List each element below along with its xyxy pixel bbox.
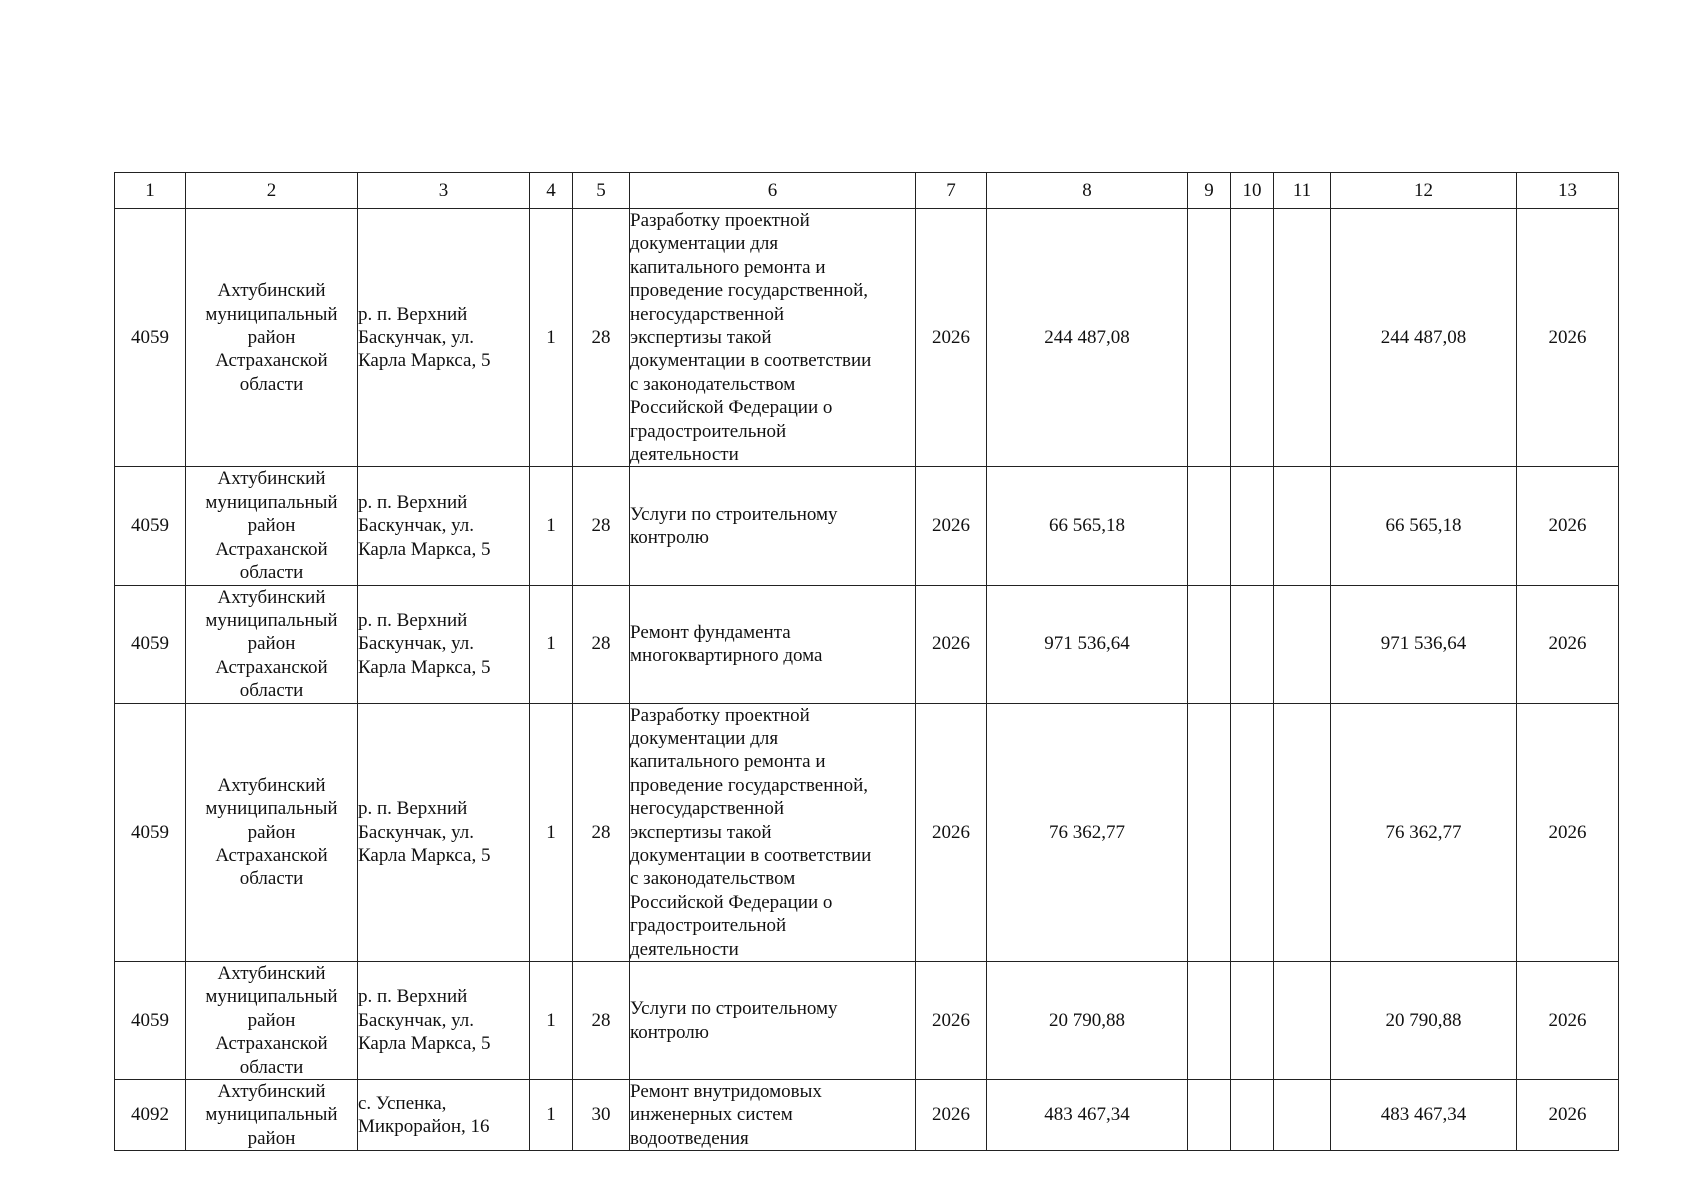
column-header-11: 11 (1274, 173, 1331, 209)
completion-year-cell: 2026 (1517, 467, 1619, 585)
municipality-cell: Ахтубинский муниципальный район Астраханской области (186, 962, 358, 1080)
table-row (115, 467, 1619, 585)
object-code-cell: 4059 (115, 585, 186, 703)
table-row (115, 703, 1619, 961)
funding-cell: 244 487,08 (1331, 209, 1517, 467)
col5-cell: 28 (573, 703, 630, 961)
col5-cell: 30 (573, 1080, 630, 1151)
table-row (115, 962, 1619, 1080)
column-header-5: 5 (573, 173, 630, 209)
col9-cell (1188, 209, 1231, 467)
completion-year-cell: 2026 (1517, 209, 1619, 467)
work-type-cell: Разработку проектной документации для капитального ремонта и проведение государственной, негосударственной экспертизы такой документации в соответствии с законодательством Российской Федерации о градостроительной деятельности (630, 703, 916, 961)
table-row (115, 585, 1619, 703)
col11-cell (1274, 467, 1331, 585)
column-header-12: 12 (1331, 173, 1517, 209)
col10-cell (1231, 1080, 1274, 1151)
cost-cell: 20 790,88 (987, 962, 1188, 1080)
object-code-cell: 4059 (115, 703, 186, 961)
col9-cell (1188, 962, 1231, 1080)
col4-cell: 1 (530, 703, 573, 961)
cost-cell: 66 565,18 (987, 467, 1188, 585)
funding-cell: 971 536,64 (1331, 585, 1517, 703)
column-header-1: 1 (115, 173, 186, 209)
work-type-cell: Разработку проектной документации для капитального ремонта и проведение государственной, негосударственной экспертизы такой документации в соответствии с законодательством Российской Федерации о градостроительной деятельности (630, 209, 916, 467)
municipality-cell: Ахтубинский муниципальный район (186, 1080, 358, 1151)
column-number-header-row (115, 173, 1619, 209)
work-type-cell: Ремонт внутридомовых инженерных систем водоотведения (630, 1080, 916, 1151)
year-cell: 2026 (916, 703, 987, 961)
col11-cell (1274, 585, 1331, 703)
column-header-9: 9 (1188, 173, 1231, 209)
col4-cell: 1 (530, 467, 573, 585)
table-row (115, 209, 1619, 467)
work-type-cell: Услуги по строительному контролю (630, 467, 916, 585)
column-header-7: 7 (916, 173, 987, 209)
object-code-cell: 4092 (115, 1080, 186, 1151)
object-code-cell: 4059 (115, 962, 186, 1080)
cost-cell: 76 362,77 (987, 703, 1188, 961)
year-cell: 2026 (916, 962, 987, 1080)
col11-cell (1274, 1080, 1331, 1151)
col11-cell (1274, 962, 1331, 1080)
col10-cell (1231, 585, 1274, 703)
municipality-cell: Ахтубинский муниципальный район Астраханской области (186, 585, 358, 703)
col9-cell (1188, 703, 1231, 961)
address-cell: р. п. Верхний Баскунчак, ул. Карла Маркса, 5 (358, 209, 530, 467)
address-cell: р. п. Верхний Баскунчак, ул. Карла Маркса, 5 (358, 962, 530, 1080)
address-cell: р. п. Верхний Баскунчак, ул. Карла Маркса, 5 (358, 585, 530, 703)
col10-cell (1231, 703, 1274, 961)
funding-cell: 66 565,18 (1331, 467, 1517, 585)
col5-cell: 28 (573, 467, 630, 585)
address-cell: с. Успенка, Микрорайон, 16 (358, 1080, 530, 1151)
address-cell: р. п. Верхний Баскунчак, ул. Карла Маркса, 5 (358, 467, 530, 585)
column-header-3: 3 (358, 173, 530, 209)
object-code-cell: 4059 (115, 467, 186, 585)
completion-year-cell: 2026 (1517, 585, 1619, 703)
municipality-cell: Ахтубинский муниципальный район Астраханской области (186, 467, 358, 585)
funding-cell: 20 790,88 (1331, 962, 1517, 1080)
col4-cell: 1 (530, 1080, 573, 1151)
col10-cell (1231, 209, 1274, 467)
municipality-cell: Ахтубинский муниципальный район Астраханской области (186, 209, 358, 467)
capital-repair-table (114, 172, 1619, 1151)
year-cell: 2026 (916, 209, 987, 467)
cost-cell: 244 487,08 (987, 209, 1188, 467)
municipality-cell: Ахтубинский муниципальный район Астраханской области (186, 703, 358, 961)
col9-cell (1188, 585, 1231, 703)
column-header-6: 6 (630, 173, 916, 209)
col11-cell (1274, 703, 1331, 961)
col9-cell (1188, 1080, 1231, 1151)
year-cell: 2026 (916, 467, 987, 585)
work-type-cell: Услуги по строительному контролю (630, 962, 916, 1080)
completion-year-cell: 2026 (1517, 962, 1619, 1080)
col11-cell (1274, 209, 1331, 467)
col5-cell: 28 (573, 962, 630, 1080)
completion-year-cell: 2026 (1517, 1080, 1619, 1151)
col5-cell: 28 (573, 209, 630, 467)
col5-cell: 28 (573, 585, 630, 703)
col4-cell: 1 (530, 209, 573, 467)
column-header-13: 13 (1517, 173, 1619, 209)
table-row (115, 1080, 1619, 1151)
funding-cell: 76 362,77 (1331, 703, 1517, 961)
column-header-2: 2 (186, 173, 358, 209)
completion-year-cell: 2026 (1517, 703, 1619, 961)
funding-cell: 483 467,34 (1331, 1080, 1517, 1151)
col9-cell (1188, 467, 1231, 585)
col4-cell: 1 (530, 585, 573, 703)
year-cell: 2026 (916, 585, 987, 703)
col4-cell: 1 (530, 962, 573, 1080)
work-type-cell: Ремонт фундамента многоквартирного дома (630, 585, 916, 703)
col10-cell (1231, 962, 1274, 1080)
object-code-cell: 4059 (115, 209, 186, 467)
column-header-4: 4 (530, 173, 573, 209)
address-cell: р. п. Верхний Баскунчак, ул. Карла Маркса, 5 (358, 703, 530, 961)
column-header-10: 10 (1231, 173, 1274, 209)
column-header-8: 8 (987, 173, 1188, 209)
col10-cell (1231, 467, 1274, 585)
cost-cell: 483 467,34 (987, 1080, 1188, 1151)
year-cell: 2026 (916, 1080, 987, 1151)
cost-cell: 971 536,64 (987, 585, 1188, 703)
